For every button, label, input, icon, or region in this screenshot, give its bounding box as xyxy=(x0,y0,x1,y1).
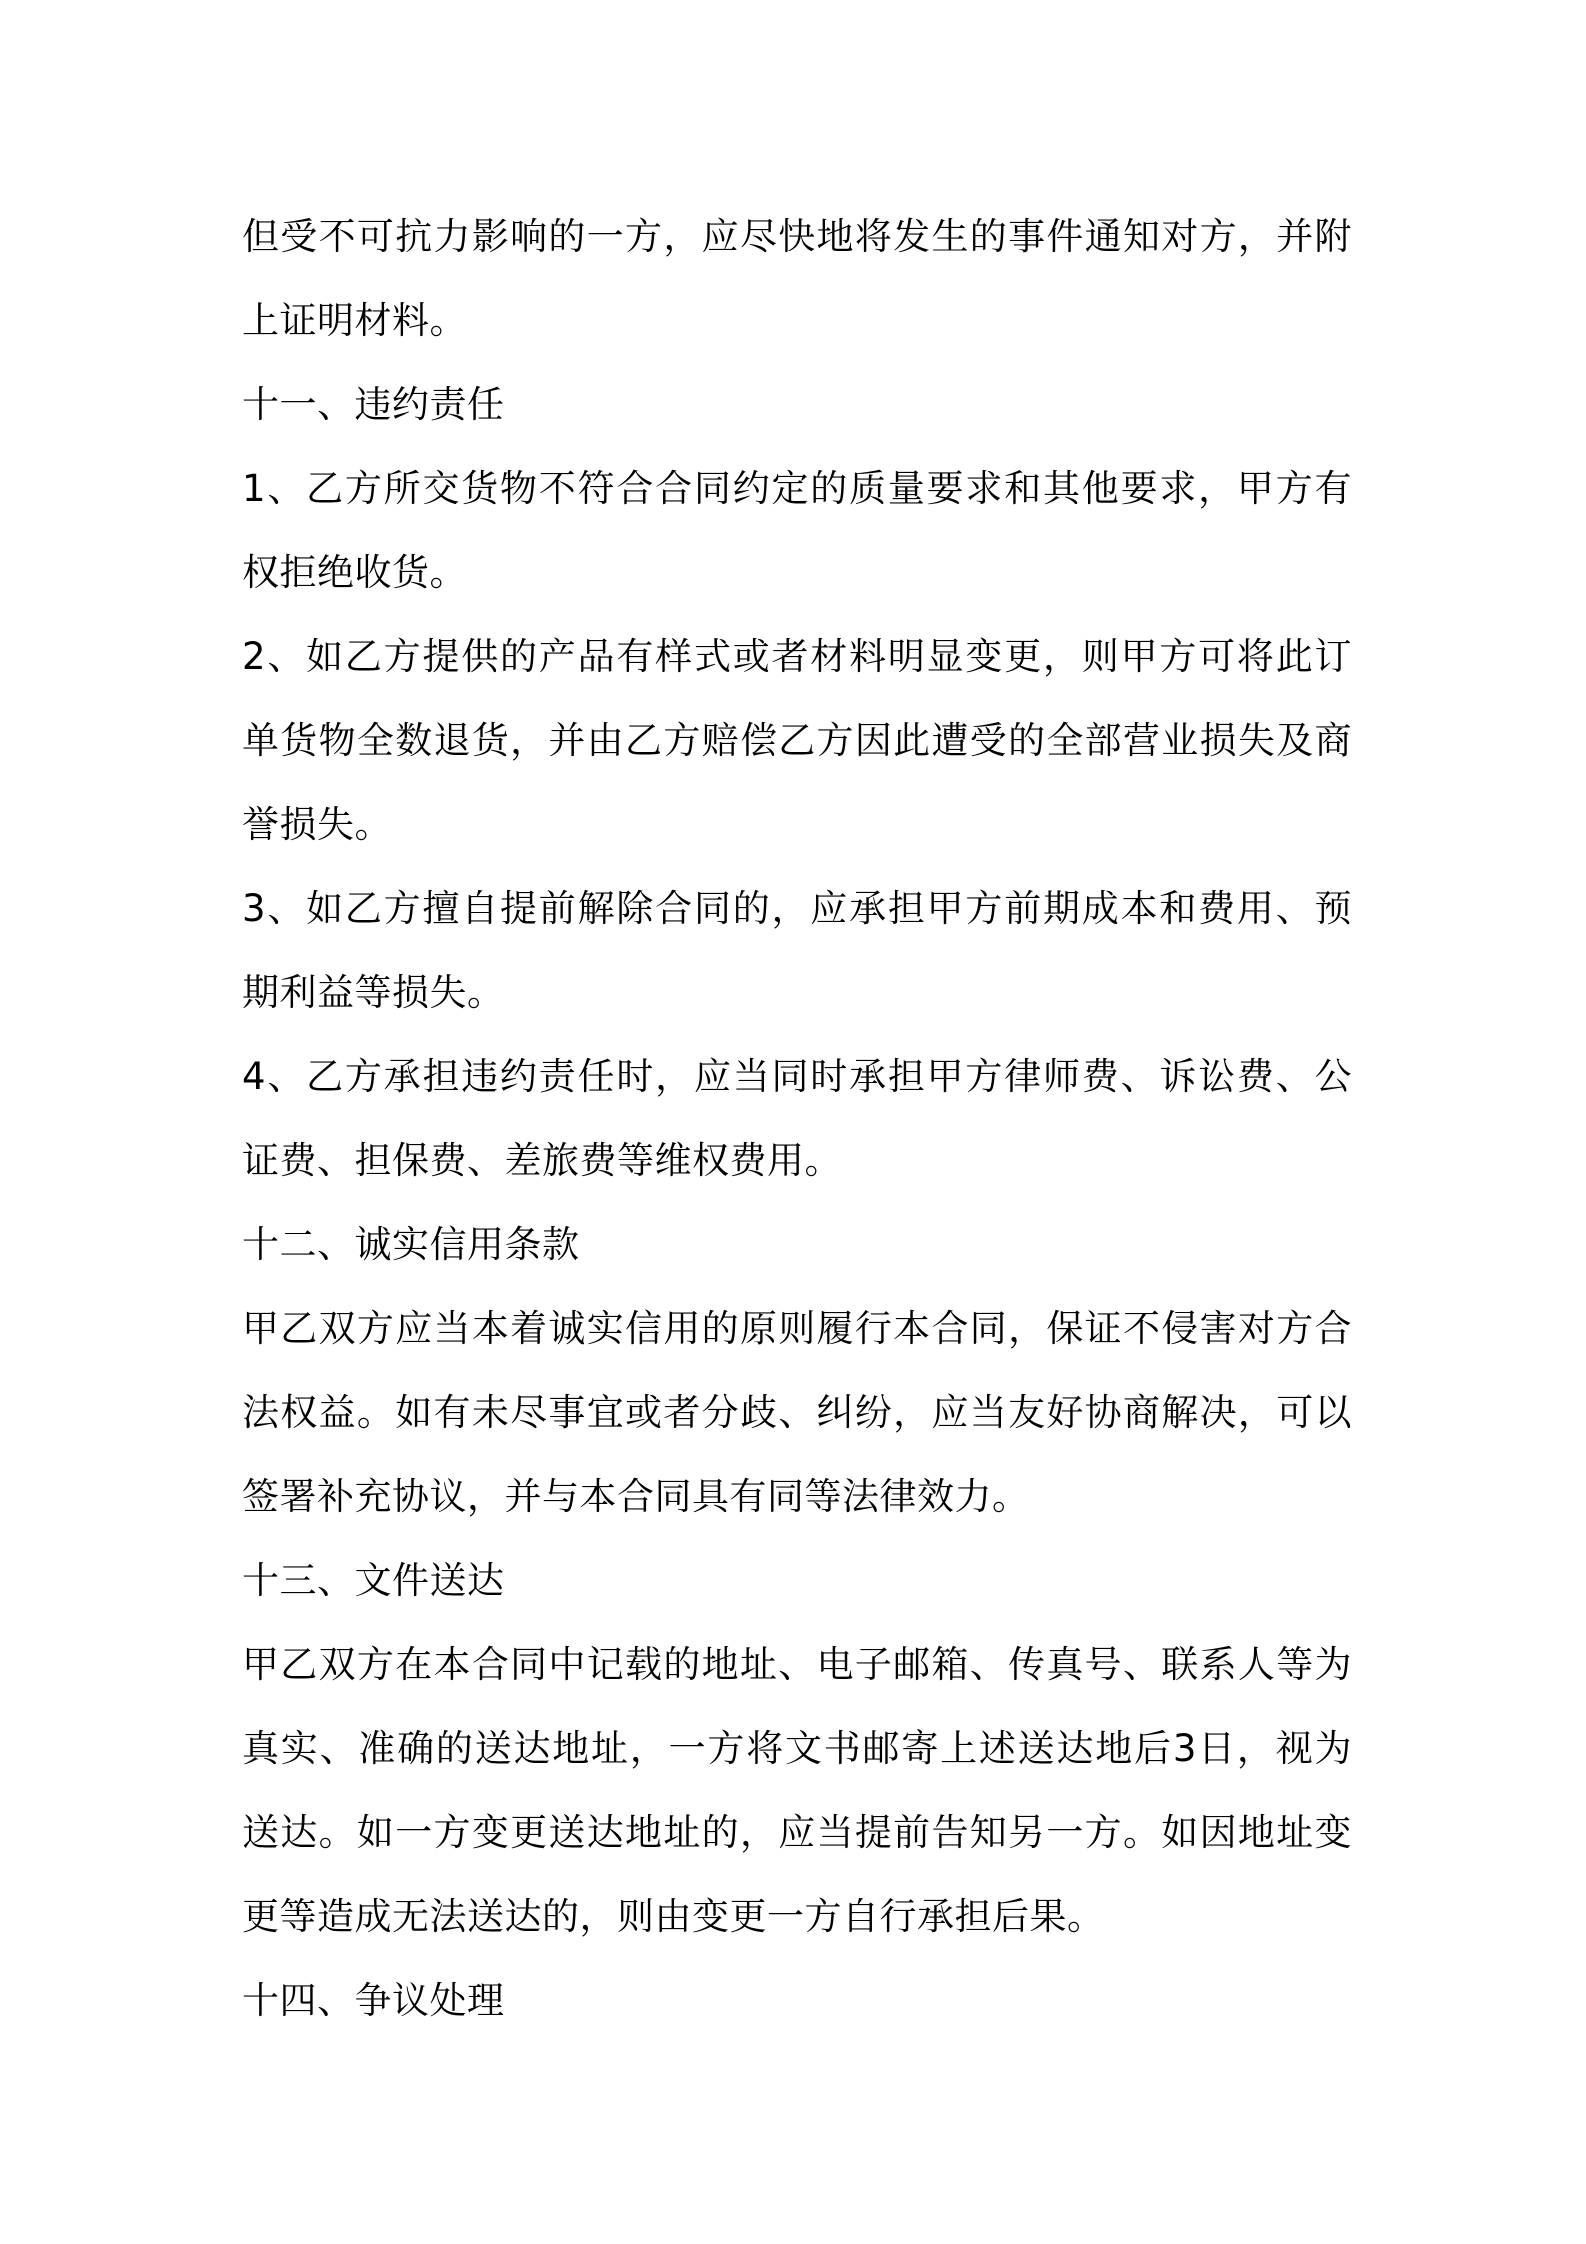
breach-clause-2: 2、如乙方提供的产品有样式或者材料明显变更，则甲方可将此订单货物全数退货，并由乙方赔偿乙方因此遭受的全部营业损失及商誉损失。 xyxy=(242,635,1352,846)
section-13-heading: 十三、文件送达 xyxy=(242,1559,505,1602)
document-delivery-paragraph: 甲乙双方在本合同中记载的地址、电子邮箱、传真号、联系人等为真实、准确的送达地址，一方将文书邮寄上述送达地后3日，视为送达。如一方变更送达地址的，应当提前告知另一方。如因地址变更等造成无法送达的，则由变更一方自行承担后果。 xyxy=(242,1643,1352,1938)
good-faith-paragraph: 甲乙双方应当本着诚实信用的原则履行本合同，保证不侵害对方合法权益。如有未尽事宜或者分歧、纠纷，应当友好协商解决，可以签署补充协议，并与本合同具有同等法律效力。 xyxy=(242,1307,1352,1518)
document-body xyxy=(242,195,1352,2043)
breach-clause-1: 1、乙方所交货物不符合合同约定的质量要求和其他要求，甲方有权拒绝收货。 xyxy=(242,467,1352,594)
breach-clause-3: 3、如乙方擅自提前解除合同的，应承担甲方前期成本和费用、预期利益等损失。 xyxy=(242,887,1352,1014)
section-12-heading: 十二、诚实信用条款 xyxy=(242,1223,580,1266)
section-11-heading: 十一、违约责任 xyxy=(242,383,505,426)
section-14-heading: 十四、争议处理 xyxy=(242,1979,505,2022)
breach-clause-4: 4、乙方承担违约责任时，应当同时承担甲方律师费、诉讼费、公证费、担保费、差旅费等维权费用。 xyxy=(242,1055,1352,1182)
force-majeure-paragraph: 但受不可抗力影响的一方，应尽快地将发生的事件通知对方，并附上证明材料。 xyxy=(242,215,1352,342)
